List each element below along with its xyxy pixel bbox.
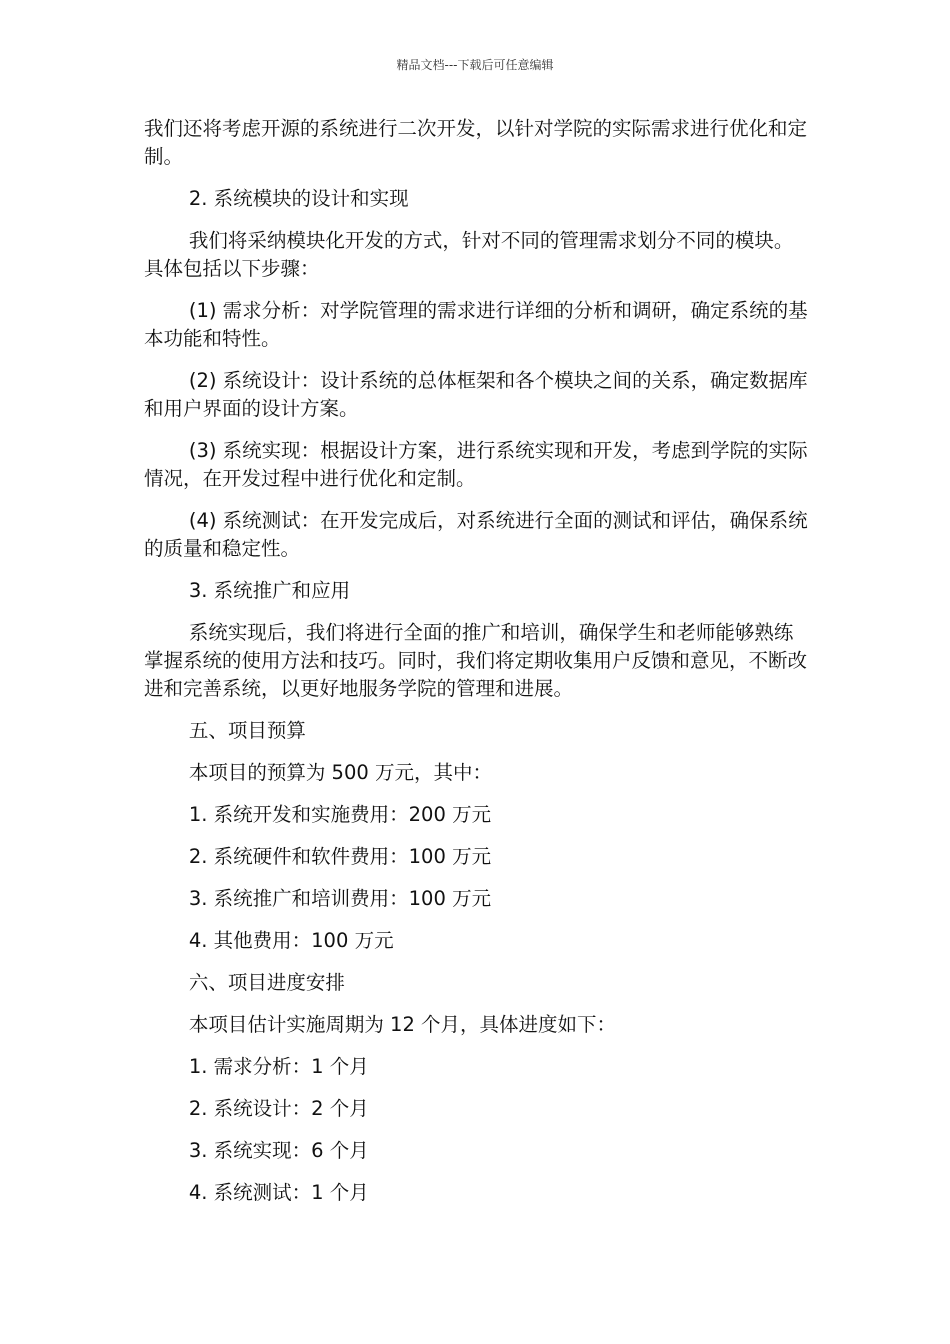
paragraph: (2) 系统设计：设计系统的总体框架和各个模块之间的关系，确定数据库和用户界面的设计方案。 xyxy=(144,369,808,420)
paragraph: (4) 系统测试：在开发完成后，对系统进行全面的测试和评估，确保系统的质量和稳定性。 xyxy=(144,509,808,560)
list-item: 3. 系统实现：6 个月 xyxy=(188,1139,369,1162)
paragraph: 我们将采纳模块化开发的方式，针对不同的管理需求划分不同的模块。具体包括以下步骤： xyxy=(144,229,794,280)
list-item: 2. 系统硬件和软件费用：100 万元 xyxy=(188,845,492,868)
paragraph: 本项目估计实施周期为 12 个月，具体进度如下： xyxy=(188,1013,617,1036)
section-heading: 3. 系统推广和应用 xyxy=(188,579,351,602)
paragraph: 系统实现后，我们将进行全面的推广和培训，确保学生和老师能够熟练掌握系统的使用方法和技巧。同时，我们将定期收集用户反馈和意见，不断改进和完善系统，以更好地服务学院的管理和进展。 xyxy=(144,621,808,700)
paragraph: (1) 需求分析：对学院管理的需求进行详细的分析和调研，确定系统的基本功能和特性。 xyxy=(144,299,808,350)
section-heading: 2. 系统模块的设计和实现 xyxy=(188,187,409,210)
section-heading: 五、项目预算 xyxy=(188,719,306,742)
document-body xyxy=(144,115,808,1221)
paragraph: 本项目的预算为 500 万元，其中： xyxy=(188,761,492,784)
page-header: 精品文档---下载后可任意编辑 xyxy=(396,58,554,72)
section-heading: 六、项目进度安排 xyxy=(188,971,345,994)
list-item: 1. 需求分析：1 个月 xyxy=(188,1055,369,1078)
list-item: 3. 系统推广和培训费用：100 万元 xyxy=(188,887,492,910)
list-item: 2. 系统设计：2 个月 xyxy=(188,1097,369,1120)
paragraph: (3) 系统实现：根据设计方案，进行系统实现和开发，考虑到学院的实际情况，在开发过程中进行优化和定制。 xyxy=(144,439,808,490)
paragraph: 我们还将考虑开源的系统进行二次开发，以针对学院的实际需求进行优化和定制。 xyxy=(144,117,808,168)
list-item: 4. 其他费用：100 万元 xyxy=(188,929,394,952)
list-item: 1. 系统开发和实施费用：200 万元 xyxy=(188,803,492,826)
list-item: 4. 系统测试：1 个月 xyxy=(188,1181,369,1204)
